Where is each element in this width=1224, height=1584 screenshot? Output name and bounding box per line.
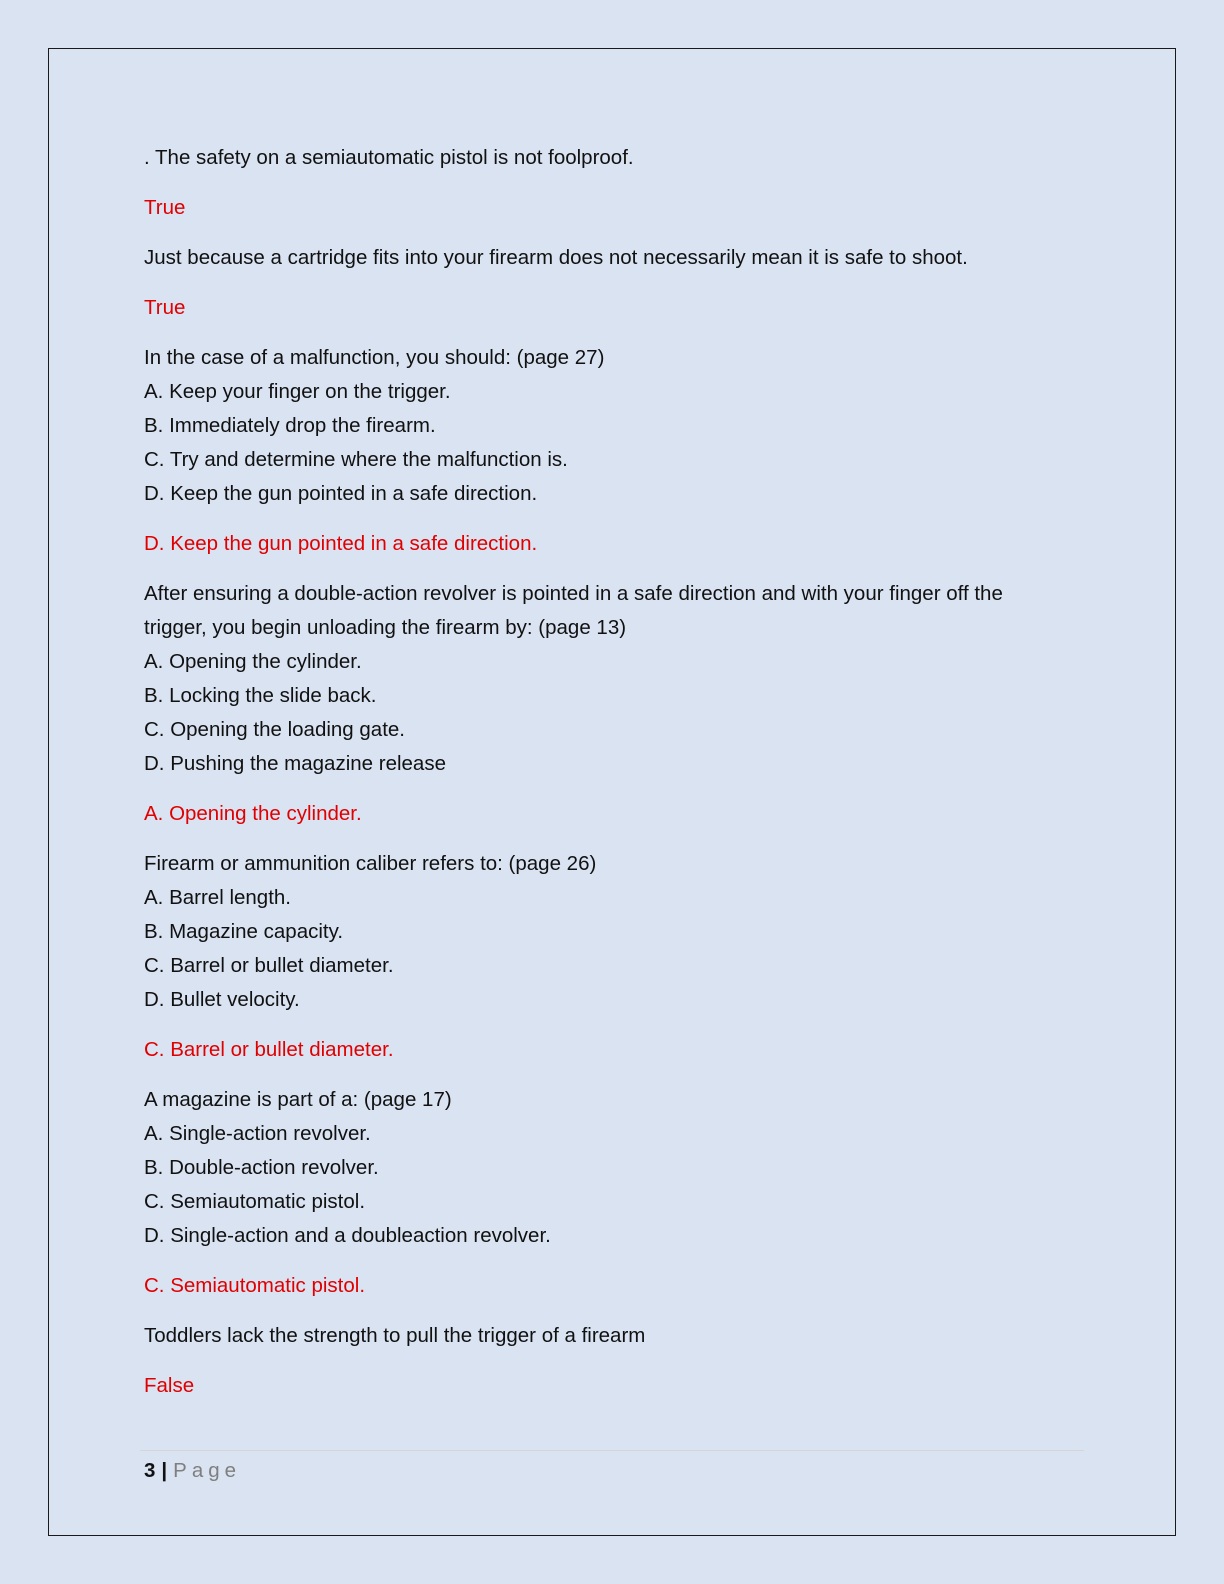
option-text: C. Opening the loading gate. xyxy=(144,718,405,741)
question-block xyxy=(144,847,1084,1017)
option-text: B. Locking the slide back. xyxy=(144,684,377,707)
question-block xyxy=(144,341,1084,511)
option-text: D. Pushing the magazine release xyxy=(144,752,446,775)
question-text: Toddlers lack the strength to pull the trigger of a firearm xyxy=(144,1324,646,1347)
page-number: 3 xyxy=(144,1459,156,1482)
option-text: A. Single-action revolver. xyxy=(144,1122,371,1145)
answer-block xyxy=(144,527,1084,561)
document-body xyxy=(144,141,1084,1419)
option-text: A. Barrel length. xyxy=(144,886,291,909)
answer-text: D. Keep the gun pointed in a safe direction. xyxy=(144,532,538,555)
answer-text: C. Barrel or bullet diameter. xyxy=(144,1038,394,1061)
answer-block xyxy=(144,1369,1084,1403)
question-block xyxy=(144,577,1084,781)
footer-separator: | xyxy=(161,1459,168,1482)
answer-block xyxy=(144,1033,1084,1067)
page-label: Page xyxy=(173,1459,242,1482)
question-text: In the case of a malfunction, you should: (page 27) xyxy=(144,346,605,369)
answer-block xyxy=(144,797,1084,831)
answer-text: True xyxy=(144,196,186,219)
answer-text: False xyxy=(144,1374,195,1397)
option-text: trigger, you begin unloading the firearm by: (page 13) xyxy=(144,616,627,639)
option-text: A. Keep your finger on the trigger. xyxy=(144,380,451,403)
answer-text: A. Opening the cylinder. xyxy=(144,802,362,825)
question-block xyxy=(144,141,1084,175)
footer-divider xyxy=(140,1450,1084,1451)
question-block xyxy=(144,1319,1084,1353)
option-text: D. Single-action and a doubleaction revolver. xyxy=(144,1224,551,1247)
option-text: C. Semiautomatic pistol. xyxy=(144,1190,366,1213)
option-text: D. Bullet velocity. xyxy=(144,988,300,1011)
answer-text: True xyxy=(144,296,186,319)
answer-block xyxy=(144,291,1084,325)
question-block xyxy=(144,241,1084,275)
question-text: A magazine is part of a: (page 17) xyxy=(144,1088,452,1111)
question-text: Firearm or ammunition caliber refers to: (page 26) xyxy=(144,852,597,875)
option-text: D. Keep the gun pointed in a safe direction. xyxy=(144,482,538,505)
question-text: After ensuring a double-action revolver is pointed in a safe direction and with your finger off the xyxy=(144,582,1003,605)
answer-block xyxy=(144,191,1084,225)
answer-text: C. Semiautomatic pistol. xyxy=(144,1274,366,1297)
option-text: A. Opening the cylinder. xyxy=(144,650,362,673)
question-text: . The safety on a semiautomatic pistol is not foolproof. xyxy=(144,146,634,169)
question-block xyxy=(144,1083,1084,1253)
option-text: B. Double-action revolver. xyxy=(144,1156,379,1179)
answer-block xyxy=(144,1269,1084,1303)
page-footer xyxy=(144,1457,241,1485)
option-text: B. Immediately drop the firearm. xyxy=(144,414,436,437)
question-text: Just because a cartridge fits into your firearm does not necessarily mean it is safe to shoot. xyxy=(144,246,968,269)
option-text: C. Try and determine where the malfunction is. xyxy=(144,448,568,471)
option-text: B. Magazine capacity. xyxy=(144,920,344,943)
option-text: C. Barrel or bullet diameter. xyxy=(144,954,394,977)
